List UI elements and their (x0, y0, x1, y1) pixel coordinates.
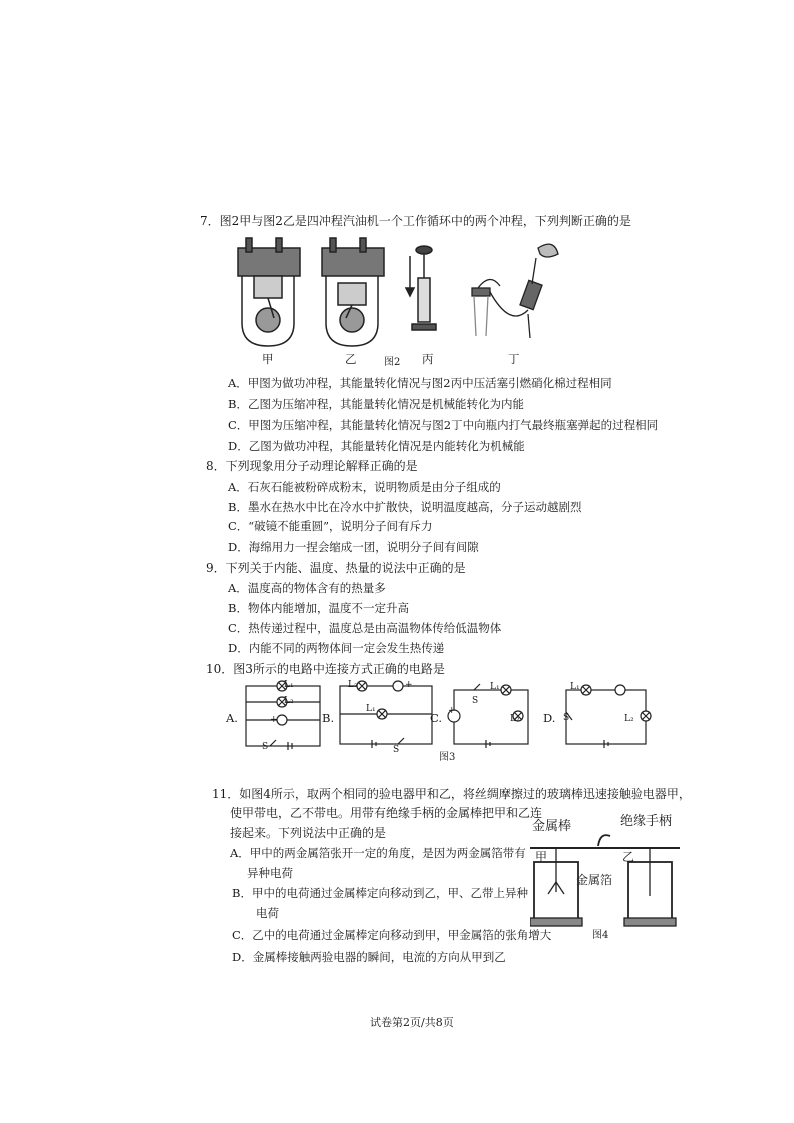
q9-stem: 9．下列关于内能、温度、热量的说法中正确的是 (206, 561, 466, 575)
circuit-d-l2: L₂ (624, 714, 634, 724)
q11-option-c: C．乙中的电荷通过金属棒定向移动到甲，甲金属箔的张角增大 (232, 928, 552, 942)
fig3-caption: 图3 (439, 752, 456, 763)
circuit-a-l2: L₂ (284, 696, 294, 706)
circuit-c-plus: + (448, 706, 456, 716)
q10-option-a-letter: A. (226, 711, 238, 725)
q11-option-a-cont: 异种电荷 (247, 866, 293, 880)
q11-option-d: D．金属棒接触两验电器的瞬间，电流的方向从甲到乙 (232, 950, 506, 964)
fig2-label-jia: 甲 (262, 352, 274, 366)
fig2-label-bing: 丙 (422, 352, 434, 366)
fig2-caption: 图2 (384, 357, 401, 368)
figure-2 (228, 228, 568, 368)
fig4-caption: 图4 (592, 930, 609, 941)
circuit-b-l2: L₂ (348, 680, 358, 690)
q8-option-b: B．墨水在热水中比在冷水中扩散快，说明温度越高，分子运动越剧烈 (228, 500, 582, 514)
circuit-c-l1: L₁ (490, 682, 500, 692)
q7-option-d: D．乙图为做功冲程，其能量转化情况是内能转化为机械能 (228, 439, 525, 453)
q10-stem: 10．图3所示的电路中连接方式正确的电路是 (206, 662, 445, 676)
q8-option-a: A．石灰石能被粉碎成粉末，说明物质是由分子组成的 (228, 480, 501, 494)
q7-stem: 7．图2甲与图2乙是四冲程汽油机一个工作循环中的两个冲程，下列判断正确的是 (200, 214, 631, 228)
q11-option-a: A．甲中的两金属箔张开一定的角度，是因为两金属箔带有 (230, 846, 526, 860)
page-footer: 试卷第2页/共8页 (370, 1016, 454, 1029)
q9-option-d: D．内能不同的两物体间一定会发生热传递 (228, 641, 445, 655)
circuit-d-l1: L₁ (570, 682, 580, 692)
fig2-label-yi: 乙 (345, 352, 357, 366)
q11-stem-line2: 使甲带电，乙不带电。用带有绝缘手柄的金属棒把甲和乙连 (230, 806, 543, 820)
q7-option-c: C．甲图为压缩冲程，其能量转化情况与图2丁中向瓶内打气最终瓶塞弹起的过程相同 (228, 418, 659, 432)
engine-jia-illustration (238, 238, 300, 346)
fig4-foil-label: 金属箔 (576, 873, 613, 887)
fig4-handle-label: 绝缘手柄 (620, 814, 673, 829)
fig4-jia-label: 甲 (535, 850, 548, 864)
fig2-label-ding: 丁 (508, 352, 520, 366)
q7-option-a: A．甲图为做功冲程，其能量转化情况与图2丙中压活塞引燃硝化棉过程相同 (228, 376, 612, 390)
circuit-a-l1: L₁ (284, 680, 294, 690)
engine-yi-illustration (322, 238, 384, 346)
circuit-b-plus: + (405, 680, 413, 690)
circuit-b-l1: L₁ (366, 704, 376, 714)
q8-stem: 8．下列现象用分子动理论解释正确的是 (206, 459, 418, 473)
circuit-d-s: S (563, 713, 570, 723)
q8-option-c: C．“破镜不能重圆”，说明分子间有斥力 (228, 519, 433, 533)
circuit-a-plus: + (270, 715, 278, 725)
q11-option-b-cont: 电荷 (256, 906, 279, 920)
circuit-c-s: S (472, 696, 479, 706)
q7-option-b: B．乙图为压缩冲程，其能量转化情况是机械能转化为内能 (228, 397, 524, 411)
q11-option-b: B．甲中的电荷通过金属棒定向移动到乙，甲、乙带上异种 (232, 886, 528, 900)
q8-option-d: D．海绵用力一捏会缩成一团，说明分子间有间隙 (228, 540, 479, 554)
q9-option-c: C．热传递过程中，温度总是由高温物体传给低温物体 (228, 621, 502, 635)
fig4-rod-label: 金属棒 (532, 819, 572, 834)
q11-stem-line3: 接起来。下列说法中正确的是 (230, 826, 387, 840)
q10-option-b-letter: B. (322, 711, 335, 725)
compression-cylinder-illustration (406, 246, 436, 330)
circuit-b-s: S (393, 745, 400, 755)
q11-stem-line1: 11．如图4所示，取两个相同的验电器甲和乙，将丝绸摩擦过的玻璃棒迅速接触验电器甲， (212, 787, 691, 801)
circuit-a-s: S (262, 742, 269, 752)
circuit-c-l2: L₂ (510, 714, 520, 724)
q10-option-d-letter: D. (543, 711, 556, 725)
q9-option-b: B．物体内能增加，温度不一定升高 (228, 601, 409, 615)
q10-option-c-letter: C. (430, 711, 443, 725)
fig4-yi-label: 乙 (622, 850, 635, 864)
q9-option-a: A．温度高的物体含有的热量多 (228, 581, 386, 595)
bottle-pump-illustration (472, 244, 558, 338)
